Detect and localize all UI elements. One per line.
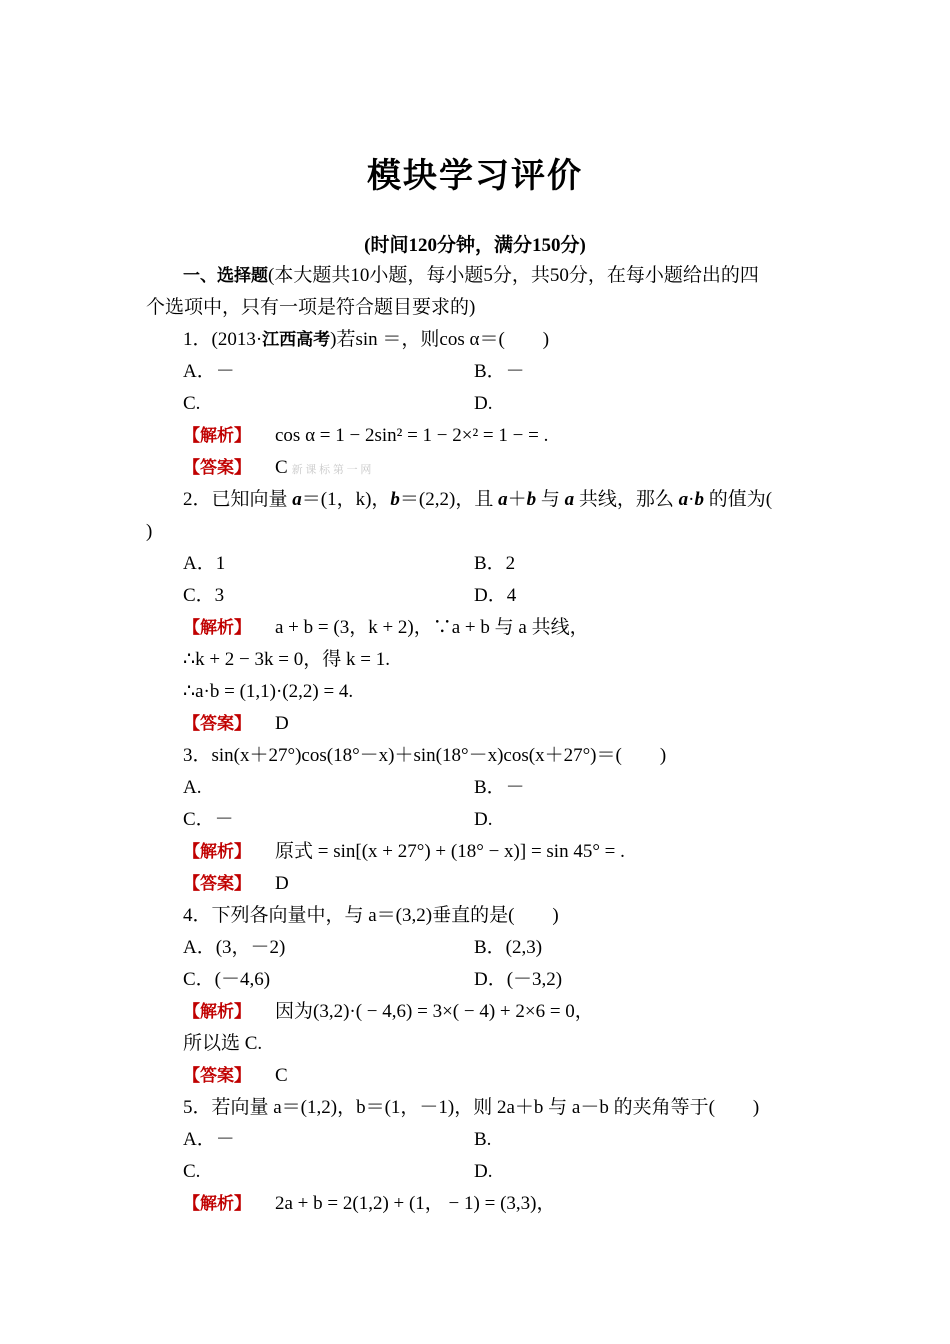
analysis-label: 【解析】 (183, 1002, 251, 1022)
answer-label: 【答案】 (183, 714, 251, 734)
vector-a: a (564, 489, 575, 510)
q3-analysis (183, 840, 625, 864)
q1-answer-text: C (275, 457, 288, 478)
answer-label: 【答案】 (183, 874, 251, 894)
q2-analysis-1: a + b = (3，k + 2)，∵a + b 与 a 共线， (275, 617, 589, 638)
q1-analysis-text: cos α = 1 − 2sin² = 1 − 2×² = 1 − = . (275, 425, 549, 446)
q4-analysis (183, 1000, 594, 1024)
answer-label: 【答案】 (183, 458, 251, 478)
question-1-stem (183, 328, 549, 352)
q2-answer (183, 712, 289, 736)
exam-info: (时间120分钟，满分150分) (364, 235, 586, 256)
analysis-label: 【解析】 (183, 1194, 251, 1214)
q3-option-b: B．－ (474, 777, 525, 798)
answer-label: 【答案】 (183, 1066, 251, 1086)
q4-option-d: D．(－3,2) (474, 969, 563, 990)
q5-option-c: C. (183, 1161, 201, 1182)
q3-option-c: C．－ (183, 809, 234, 830)
q4-option-b: B．(2,3) (474, 937, 543, 958)
q3-answer (183, 872, 289, 896)
q1-analysis (183, 424, 548, 448)
page-title: 模块学习评价 (367, 156, 583, 196)
q4-answer (183, 1064, 288, 1088)
question-5-stem: 5．若向量 a＝(1,2)，b＝(1，－1)，则 2a＋b 与 a－b 的夹角等于( ) (183, 1097, 760, 1118)
q2-s5: 与 (536, 489, 565, 510)
q2-analysis (183, 616, 589, 640)
vector-a: a (678, 489, 689, 510)
q2-s8: 的值为( (703, 489, 773, 510)
q3-analysis-text: 原式 = sin[(x + 27°) + (18° − x)] = sin 45° = . (275, 841, 625, 862)
q5-option-d: D. (474, 1161, 493, 1182)
q2-s1: 2．已知向量 (183, 489, 293, 510)
q4-analysis-2: 所以选 C. (183, 1033, 263, 1054)
q1-option-c: C. (183, 393, 201, 414)
q2-s4: ＋ (507, 489, 527, 510)
q2-option-d: D．4 (474, 585, 517, 606)
q2-s7: · (688, 489, 695, 510)
q2-option-a: A．1 (183, 553, 226, 574)
q3-option-a: A. (183, 777, 202, 798)
q3-answer-text: D (275, 873, 289, 894)
q1-stem-post: )若sin ＝，则cos α＝( ) (330, 329, 550, 350)
vector-b: b (526, 489, 537, 510)
q2-s3: ＝(2,2)，且 (399, 489, 499, 510)
section-desc-1: (本大题共10小题，每小题5分，共50分，在每小题给出的四 (268, 265, 759, 286)
vector-a: a (498, 489, 508, 510)
analysis-label: 【解析】 (183, 842, 251, 862)
q3-option-d: D. (474, 809, 493, 830)
q1-option-b: B．－ (474, 361, 525, 382)
question-3-stem: 3．sin(x＋27°)cos(18°－x)＋sin(18°－x)cos(x＋27°)＝( ) (183, 745, 667, 766)
vector-a: a (292, 489, 302, 510)
q1-source: 江西高考 (262, 330, 331, 350)
q5-analysis-text: 2a + b = 2(1,2) + (1， − 1) = (3,3)， (275, 1193, 556, 1214)
question-4-stem: 4．下列各向量中，与 a＝(3,2)垂直的是( ) (183, 905, 559, 926)
q2-option-c: C．3 (183, 585, 225, 606)
q1-option-d: D. (474, 393, 493, 414)
q2-s6: 共线，那么 (574, 489, 679, 510)
q5-analysis (183, 1192, 555, 1216)
analysis-label: 【解析】 (183, 618, 251, 638)
vector-b: b (390, 489, 400, 510)
question-2-stem (183, 488, 772, 512)
q1-answer (183, 456, 371, 482)
q4-answer-text: C (275, 1065, 288, 1086)
q2-s2: ＝(1，k)， (301, 489, 391, 510)
section-heading (183, 264, 759, 288)
q4-option-c: C．(－4,6) (183, 969, 271, 990)
section-desc-2: 个选项中，只有一项是符合题目要求的) (146, 297, 476, 318)
q1-option-a: A．－ (183, 361, 235, 382)
q1-stem-pre: 1．(2013· (183, 329, 263, 350)
q4-analysis-1: 因为(3,2)·( − 4,6) = 3×( − 4) + 2×6 = 0， (275, 1001, 594, 1022)
vector-b: b (694, 489, 704, 510)
analysis-label: 【解析】 (183, 426, 251, 446)
watermark-text: 新 课 标 第 一 网 (291, 464, 372, 476)
q2-answer-text: D (275, 713, 289, 734)
q5-option-a: A．－ (183, 1129, 235, 1150)
q2-analysis-2: ∴k + 2 − 3k = 0，得 k = 1. (183, 649, 390, 670)
q2-option-b: B．2 (474, 553, 516, 574)
q5-option-b: B. (474, 1129, 492, 1150)
q2-analysis-3: ∴a·b = (1,1)·(2,2) = 4. (183, 681, 354, 702)
section-title: 一、选择题 (183, 266, 268, 286)
q4-option-a: A．(3，－2) (183, 937, 286, 958)
q2-stem-cont: ) (146, 521, 153, 542)
